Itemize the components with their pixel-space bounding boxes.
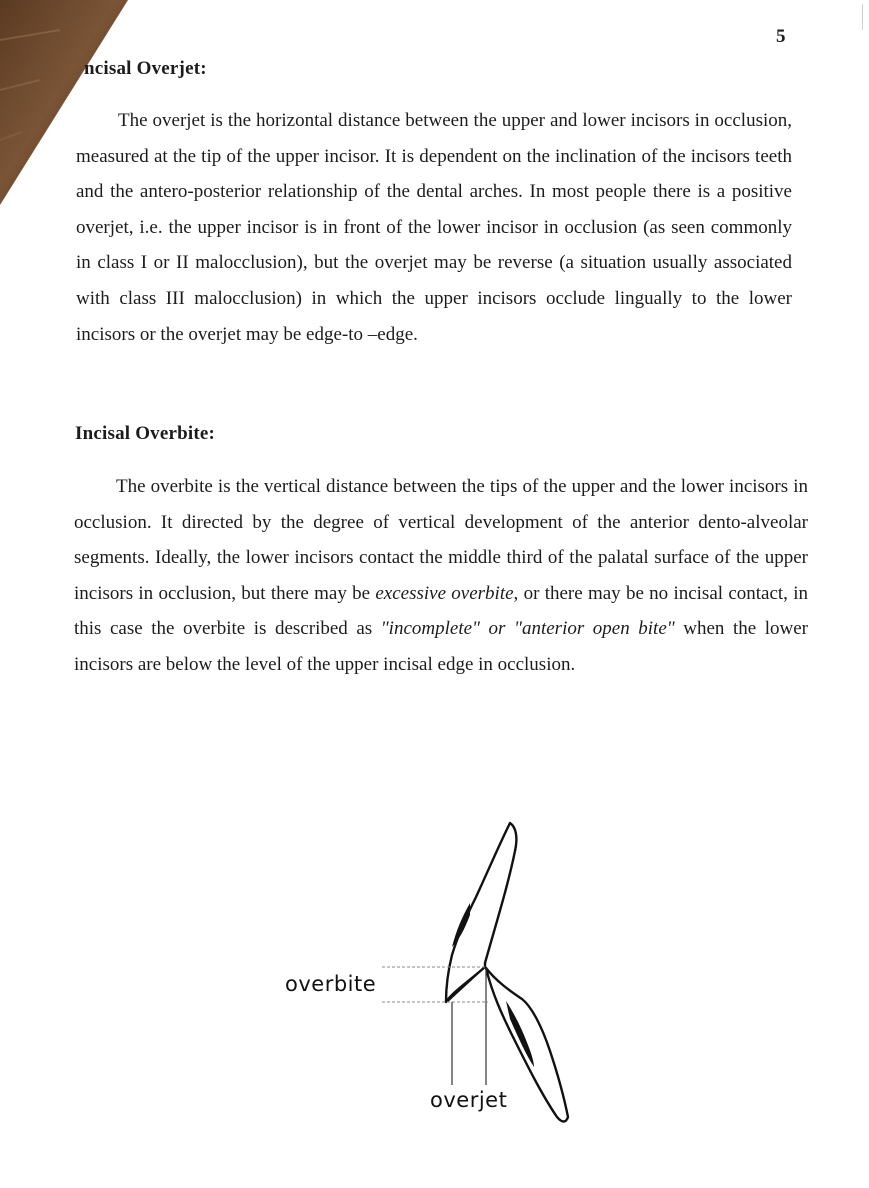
paragraph-overbite-italic-2: "incomplete" or "anterior open bite": [380, 618, 675, 640]
label-overjet: overjet: [430, 1088, 508, 1112]
paragraph-overbite-text-3: when the lower incisors are below the level of the upper incisal edge in occlusion.: [74, 618, 808, 675]
paragraph-overbite-text-1: The overbite is the vertical distance between the tips of the upper and the lower incisors in occlusion. It directed by the degree of vertical development of the anterior dento-alveolar segments. Ideally, the lower incisors contact the middle third of the palatal surface of the upper incisors in occlusion, but there may be: [74, 476, 808, 604]
paragraph-overjet-text: The overjet is the horizontal distance between the upper and lower incisors in occlusion, measured at the tip of the upper incisor. It is dependent on the inclination of the incisors teeth and the antero-posterior relationship of the dental arches. In most people there is a positive overjet, i.e. the upper incisor is in front of the lower incisor in occlusion (as seen commonly in class I or II malocclusion), but the overjet may be reverse (a situation usually associated with class III malocclusion) in which the upper incisors occlude lingually to the lower incisors or the overjet may be edge-to –edge.: [76, 110, 792, 345]
section-heading-overjet: ncisal Overjet:: [84, 58, 207, 79]
paragraph-overbite-italic-1: excessive overbite: [375, 582, 514, 604]
upper-incisor-shape: [446, 823, 516, 1002]
page-number: 5: [776, 26, 786, 47]
section-heading-overbite: Incisal Overbite:: [75, 423, 216, 444]
paragraph-overbite: [74, 469, 808, 683]
scan-mark: [862, 4, 863, 30]
paragraph-overbite-text-2: , or there may be no incisal contact, in this case the overbite is described as: [74, 582, 808, 640]
label-overbite: overbite: [285, 972, 377, 996]
overjet-overbite-diagram: [270, 805, 600, 1135]
paragraph-overjet: [76, 103, 792, 352]
